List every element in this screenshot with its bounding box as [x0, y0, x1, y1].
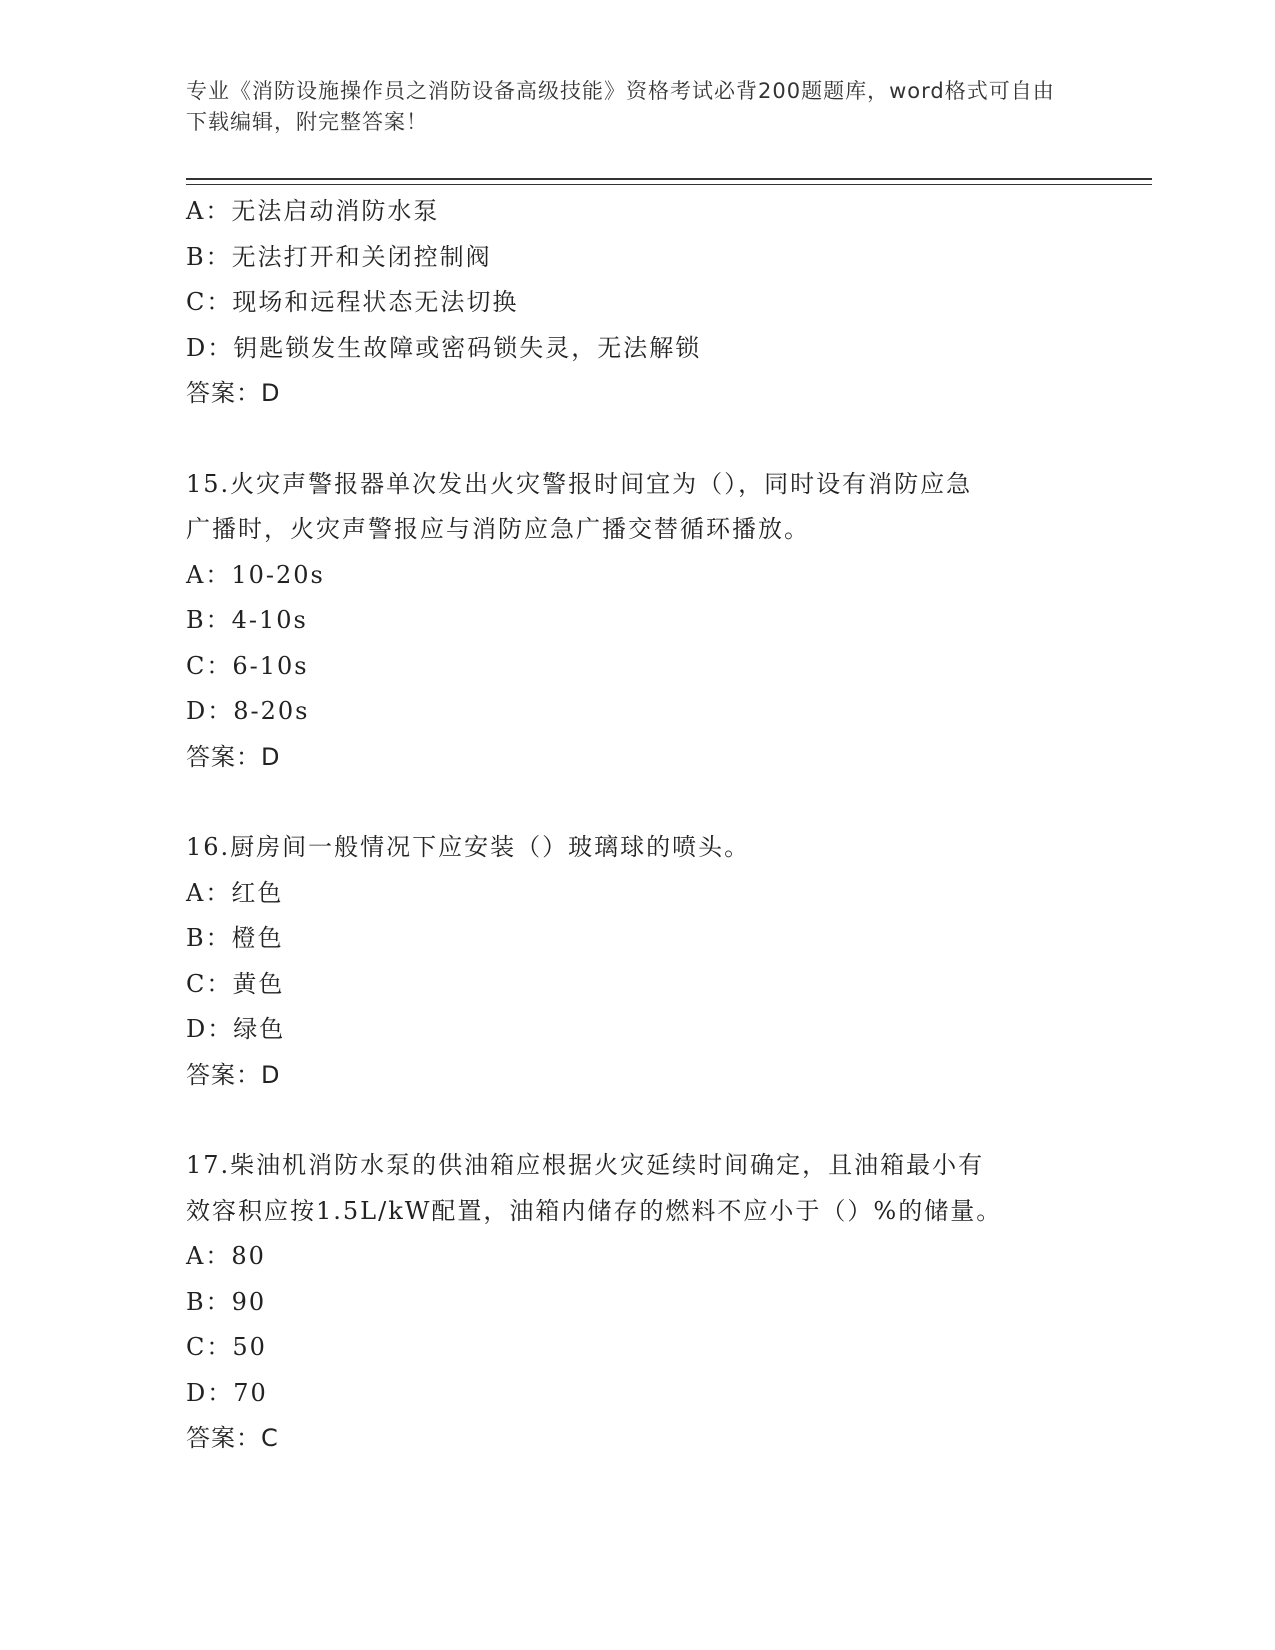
question-spacer: [186, 1098, 1086, 1143]
answer-line: 答案：D: [186, 1060, 281, 1089]
option-a: A：80: [186, 1242, 266, 1270]
option-b: B：4-10s: [186, 606, 308, 634]
document-header: 专业《消防设施操作员之消防设备高级技能》资格考试必背200题题库，word格式可自由下载编辑，附完整答案！: [186, 79, 1055, 134]
question-stem-line: 15.火灾声警报器单次发出火灾警报时间宜为（），同时设有消防应急: [186, 469, 973, 498]
header-divider: [186, 178, 1152, 185]
answer-line: 答案：C: [186, 1424, 279, 1452]
option-d: D：钥匙锁发生故障或密码锁失灵，无法解锁: [186, 333, 702, 362]
option-d: D：绿色: [186, 1015, 286, 1043]
option-a: A：10-20s: [186, 560, 325, 589]
question-stem-line: 17.柴油机消防水泵的供油箱应根据火灾延续时间确定，且油箱最小有: [186, 1151, 985, 1179]
option-c: C：6-10s: [186, 651, 309, 680]
question-spacer: [186, 417, 1086, 462]
option-b: B：90: [186, 1287, 267, 1316]
question-17: [186, 1143, 1086, 1462]
option-c: C：现场和远程状态无法切换: [186, 288, 519, 316]
option-a: A：无法启动消防水泵: [186, 197, 440, 225]
answer-line: 答案：D: [186, 742, 281, 771]
option-a: A：红色: [186, 878, 284, 907]
option-d: D：8-20s: [186, 697, 310, 725]
question-16: [186, 825, 1086, 1098]
option-d: D：70: [186, 1378, 268, 1407]
option-b: B：无法打开和关闭控制阀: [186, 242, 492, 271]
question-stem-line: 广播时，火灾声警报应与消防应急广播交替循环播放。: [186, 515, 810, 543]
answer-line: 答案：D: [186, 379, 281, 407]
question-15: [186, 462, 1086, 781]
question-spacer: [186, 780, 1086, 825]
question-stem-line: 16.厨房间一般情况下应安装（）玻璃球的喷头。: [186, 833, 751, 861]
option-c: C：黄色: [186, 969, 285, 998]
question-stem-line: 效容积应按1.5L/kW配置，油箱内储存的燃料不应小于（）%的储量。: [186, 1196, 1003, 1225]
question-list: [186, 189, 1086, 1462]
question-14-partial: [186, 189, 1086, 417]
option-c: C：50: [186, 1333, 267, 1361]
option-b: B：橙色: [186, 924, 284, 952]
